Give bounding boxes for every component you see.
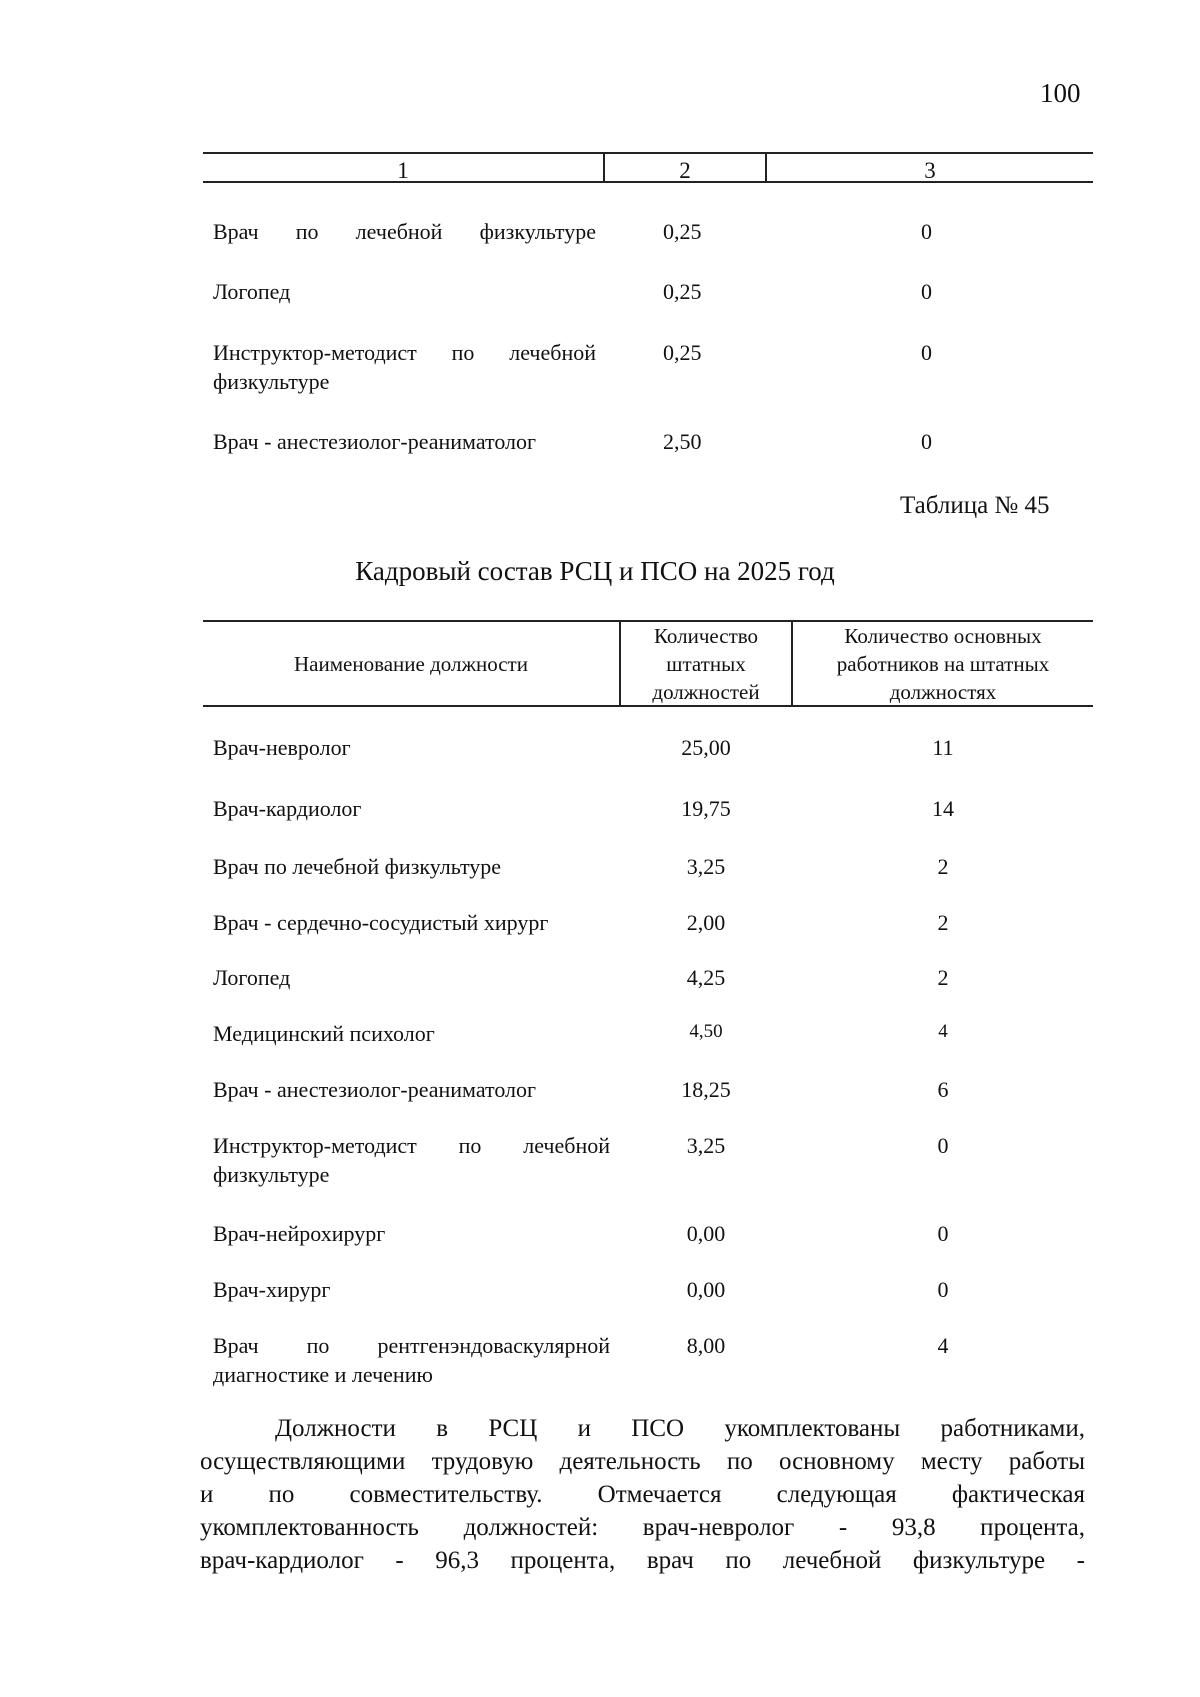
worker-count: 0 xyxy=(937,1221,949,1246)
header-line: Количество xyxy=(653,624,759,648)
staff-count: 18,25 xyxy=(681,1077,731,1102)
page-number: 100 xyxy=(1040,78,1081,108)
header-line: работников на штатных xyxy=(836,652,1050,676)
staff-count: 4,50 xyxy=(689,1021,723,1042)
position-name: Врач по лечебной физкультуре xyxy=(213,219,596,244)
staff-count: 4,25 xyxy=(686,965,726,990)
worker-count: 0 xyxy=(921,219,932,244)
position-name: Врач - сердечно-сосудистый хирург xyxy=(213,910,549,935)
position-name: физкультуре xyxy=(213,369,330,394)
header-line: штатных xyxy=(666,652,746,676)
staff-count: 0,25 xyxy=(663,340,702,365)
worker-count: 2 xyxy=(937,854,949,879)
position-name: Врач-кардиолог xyxy=(213,796,362,821)
position-name: Врач-хирург xyxy=(213,1277,331,1302)
position-name: Врач по рентгенэндоваскулярной xyxy=(213,1333,610,1358)
body-paragraph xyxy=(200,1412,1085,1577)
table-title: Кадровый состав РСЦ и ПСО на 2025 год xyxy=(355,556,835,586)
paragraph-line: врач-кардиолог - 96,3 процента, врач по лечебной физкультуре - xyxy=(200,1547,1085,1574)
column-header-staff xyxy=(621,622,791,706)
position-name: Логопед xyxy=(213,965,291,990)
paragraph-line: Должности в РСЦ и ПСО укомплектованы работниками, xyxy=(275,1415,1085,1442)
worker-count: 6 xyxy=(937,1077,949,1102)
header-line: должностей xyxy=(652,680,760,704)
worker-count: 4 xyxy=(938,1021,948,1042)
position-name: Врач - анестезиолог-реаниматолог xyxy=(213,429,537,454)
header-line: Количество основных xyxy=(844,624,1042,648)
paragraph-line: осуществляющими трудовую деятельность по основному месту работы xyxy=(200,1448,1085,1475)
position-name: Инструктор-методист по лечебной xyxy=(213,1133,610,1158)
staff-count: 25,00 xyxy=(681,735,731,760)
column-header-position: Наименование должности xyxy=(294,652,528,676)
position-name: диагностике и лечению xyxy=(213,1362,433,1387)
staff-count: 8,00 xyxy=(686,1333,726,1358)
worker-count: 0 xyxy=(921,340,932,365)
worker-count: 0 xyxy=(921,279,932,304)
staff-count: 0,00 xyxy=(686,1221,726,1246)
worker-count: 11 xyxy=(932,735,954,760)
staff-count: 0,00 xyxy=(686,1277,726,1302)
worker-count: 0 xyxy=(937,1277,949,1302)
position-name: Инструктор-методист по лечебной xyxy=(213,340,596,365)
staff-count: 2,50 xyxy=(663,429,702,454)
staff-count: 19,75 xyxy=(681,796,731,821)
column-header-3: 3 xyxy=(924,158,936,183)
worker-count: 0 xyxy=(921,429,932,454)
position-name: Врач-невролог xyxy=(213,735,351,760)
position-name: Медицинский психолог xyxy=(213,1021,435,1046)
worker-count: 2 xyxy=(937,910,949,935)
position-name: Логопед xyxy=(213,279,291,304)
position-name: Врач-нейрохирург xyxy=(213,1221,386,1246)
paragraph-line: и по совместительству. Отмечается следующая фактическая xyxy=(200,1481,1085,1508)
worker-count: 14 xyxy=(932,796,954,821)
staff-count: 2,00 xyxy=(686,910,726,935)
worker-count: 2 xyxy=(937,965,949,990)
paragraph-line: укомплектованность должностей: врач-невролог - 93,8 процента, xyxy=(200,1514,1085,1541)
table-caption: Таблица № 45 xyxy=(900,492,1050,519)
staff-count: 3,25 xyxy=(686,1133,726,1158)
staff-count: 3,25 xyxy=(686,854,726,879)
column-header-workers xyxy=(793,622,1093,706)
position-name: Врач по лечебной физкультуре xyxy=(213,854,502,879)
position-name: Врач - анестезиолог-реаниматолог xyxy=(213,1077,537,1102)
column-header-2: 2 xyxy=(679,158,691,183)
header-line: должностях xyxy=(889,680,997,704)
worker-count: 4 xyxy=(937,1333,949,1358)
worker-count: 0 xyxy=(937,1133,949,1158)
column-header-1: 1 xyxy=(397,158,409,183)
table-top-border xyxy=(203,152,1093,154)
staff-count: 0,25 xyxy=(663,279,702,304)
staff-count: 0,25 xyxy=(663,219,702,244)
position-name: физкультуре xyxy=(213,1162,330,1187)
